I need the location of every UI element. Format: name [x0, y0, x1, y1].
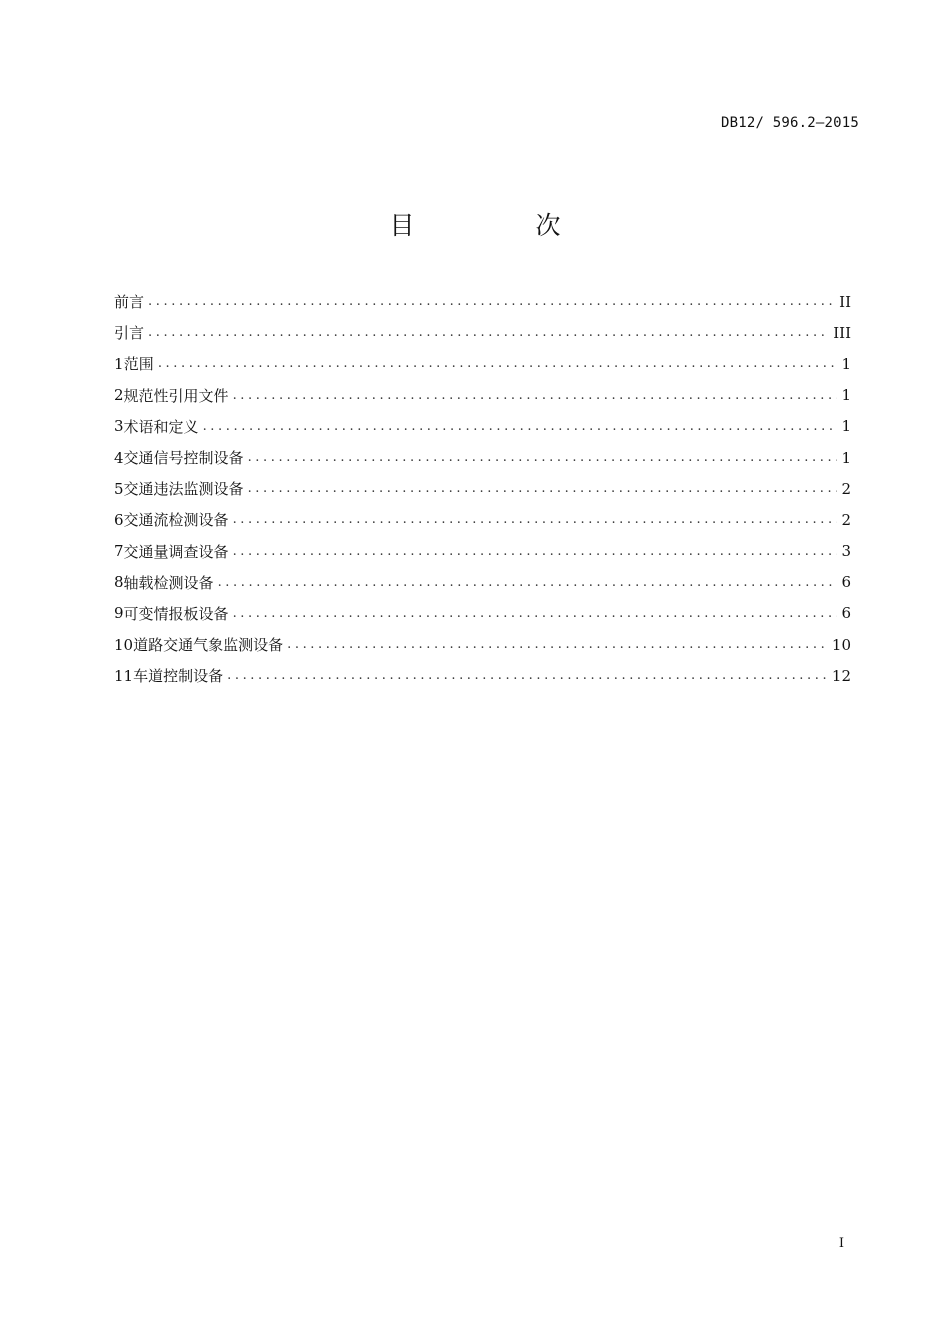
toc-leader-dots	[148, 294, 835, 309]
toc-entry-number: 10	[114, 635, 134, 654]
toc-entry-11[interactable]	[114, 660, 851, 691]
page-number: I	[838, 1236, 844, 1251]
toc-entry-introduction[interactable]	[114, 317, 851, 348]
toc-entry-number: 5	[114, 479, 124, 498]
toc-leader-dots	[227, 668, 828, 683]
toc-entry-page: 2	[841, 479, 851, 498]
toc-leader-dots	[287, 637, 828, 652]
toc-entry-number: 3	[114, 417, 124, 436]
toc-entry-text: 规范性引用文件	[123, 386, 229, 405]
toc-entry-page: 12	[831, 666, 851, 685]
toc-entry-text: 轴载检测设备	[123, 573, 214, 592]
toc-leader-dots	[203, 419, 837, 434]
toc-entry-1[interactable]	[114, 348, 851, 379]
toc-entry-number: 4	[114, 448, 124, 467]
toc-entry-8[interactable]	[114, 567, 851, 598]
toc-leader-dots	[218, 575, 837, 590]
toc-entry-text: 术语和定义	[123, 417, 199, 436]
toc-entry-page: 1	[841, 386, 851, 405]
toc-entry-number: 9	[114, 604, 124, 623]
toc-entry-page: 1	[841, 448, 851, 467]
toc-entry-text: 道路交通气象监测设备	[133, 636, 284, 655]
toc-title: 目 次	[389, 211, 609, 240]
toc-entry-number: 7	[114, 542, 124, 561]
toc-entry-text: 交通流检测设备	[123, 511, 229, 530]
toc-leader-dots	[148, 325, 829, 340]
toc-leader-dots	[248, 450, 837, 465]
toc-entry-foreword[interactable]	[114, 286, 851, 317]
toc-entry-text: 引言	[114, 324, 145, 343]
toc-entry-9[interactable]	[114, 598, 851, 629]
table-of-contents	[114, 286, 851, 691]
toc-entry-text: 前言	[114, 293, 145, 312]
toc-entry-page: 1	[841, 417, 851, 436]
toc-entry-page: 2	[841, 510, 851, 529]
toc-entry-7[interactable]	[114, 536, 851, 567]
toc-entry-text: 可变情报板设备	[123, 604, 229, 623]
toc-entry-page: III	[833, 323, 851, 342]
toc-entry-5[interactable]	[114, 473, 851, 504]
toc-leader-dots	[158, 356, 837, 371]
toc-leader-dots	[233, 512, 837, 527]
toc-entry-page: II	[839, 292, 851, 311]
toc-entry-text: 交通违法监测设备	[123, 480, 244, 499]
toc-leader-dots	[248, 481, 837, 496]
toc-entry-6[interactable]	[114, 504, 851, 535]
toc-entry-number: 8	[114, 573, 124, 592]
toc-entry-page: 10	[831, 635, 851, 654]
toc-entry-2[interactable]	[114, 380, 851, 411]
toc-entry-number: 11	[114, 666, 134, 685]
toc-entry-text: 交通信号控制设备	[123, 449, 244, 468]
toc-leader-dots	[233, 606, 837, 621]
toc-entry-text: 范围	[123, 355, 154, 374]
document-code: DB12/ 596.2—2015	[720, 115, 859, 131]
toc-entry-page: 6	[841, 573, 851, 592]
toc-entry-number: 6	[114, 510, 124, 529]
toc-entry-number: 2	[114, 386, 124, 405]
toc-entry-3[interactable]	[114, 411, 851, 442]
toc-leader-dots	[233, 544, 837, 559]
toc-entry-number: 1	[114, 354, 124, 373]
toc-entry-4[interactable]	[114, 442, 851, 473]
toc-leader-dots	[233, 388, 837, 403]
toc-entry-page: 6	[841, 604, 851, 623]
toc-entry-10[interactable]	[114, 629, 851, 660]
toc-entry-page: 1	[841, 354, 851, 373]
toc-entry-text: 车道控制设备	[133, 667, 224, 686]
toc-entry-text: 交通量调查设备	[123, 542, 229, 561]
toc-entry-page: 3	[841, 542, 851, 561]
